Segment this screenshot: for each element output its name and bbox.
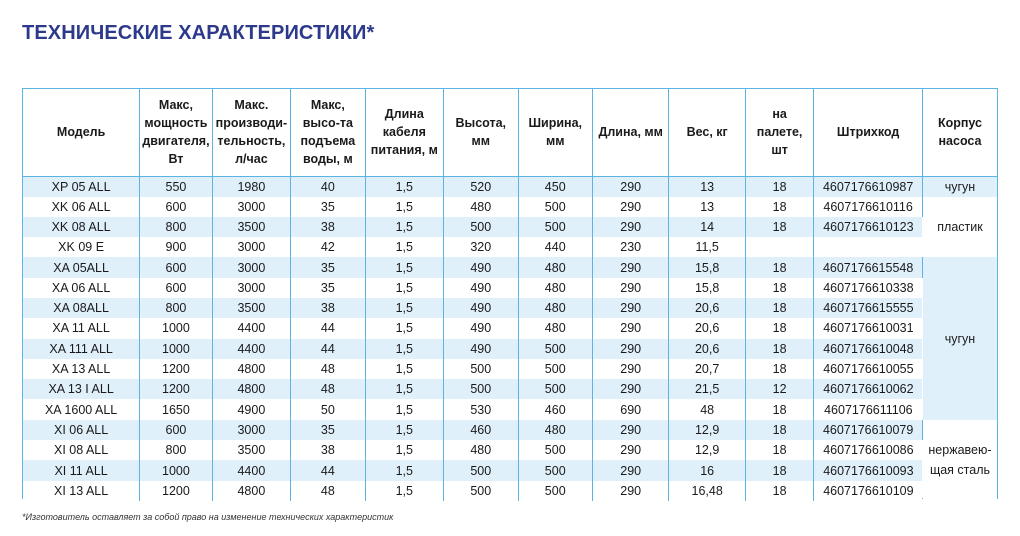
table-cell: 35 — [291, 257, 365, 277]
table-cell: 320 — [444, 237, 518, 257]
table-cell: 480 — [444, 197, 518, 217]
page-title: ТЕХНИЧЕСКИЕ ХАРАКТЕРИСТИКИ* — [22, 22, 375, 44]
table-cell: 480 — [518, 420, 592, 440]
table-cell: 3000 — [212, 257, 290, 277]
column-header: Штрихкод — [814, 89, 923, 176]
model-cell: XP 05 ALL — [23, 176, 140, 197]
table-row — [23, 278, 997, 298]
table-cell: 290 — [592, 298, 668, 318]
table-cell: 480 — [518, 298, 592, 318]
table-cell: 18 — [745, 318, 813, 338]
table-cell: 290 — [592, 440, 668, 460]
model-cell: XA 05ALL — [23, 257, 140, 277]
table-cell: 13 — [669, 176, 745, 197]
table-cell: 290 — [592, 278, 668, 298]
table-cell: 480 — [518, 278, 592, 298]
model-cell: XK 08 ALL — [23, 217, 140, 237]
table-cell: 500 — [518, 460, 592, 480]
table-cell: 500 — [518, 440, 592, 460]
model-cell: XK 06 ALL — [23, 197, 140, 217]
table-cell: 800 — [140, 440, 212, 460]
table-cell: 490 — [444, 339, 518, 359]
model-cell: XA 11 ALL — [23, 318, 140, 338]
table-cell: 20,6 — [669, 298, 745, 318]
table-row — [23, 481, 997, 501]
table-row — [23, 420, 997, 440]
specs-table — [23, 89, 997, 501]
table-cell: 4607176610031 — [814, 318, 923, 338]
table-cell: 13 — [669, 197, 745, 217]
table-cell: 3500 — [212, 440, 290, 460]
table-cell: 4800 — [212, 359, 290, 379]
table-cell: 500 — [444, 359, 518, 379]
table-body — [23, 176, 997, 501]
table-cell: 4800 — [212, 379, 290, 399]
table-cell: 290 — [592, 379, 668, 399]
table-cell: 18 — [745, 197, 813, 217]
table-cell: 480 — [444, 440, 518, 460]
table-row — [23, 460, 997, 480]
table-cell: 230 — [592, 237, 668, 257]
table-cell: 4607176610109 — [814, 481, 923, 501]
table-cell: 520 — [444, 176, 518, 197]
table-cell: 1,5 — [365, 176, 443, 197]
table-cell: 4607176611106 — [814, 399, 923, 419]
table-cell: 18 — [745, 257, 813, 277]
table-cell: 4607176610062 — [814, 379, 923, 399]
model-cell: XI 13 ALL — [23, 481, 140, 501]
table-row — [23, 257, 997, 277]
model-cell: XA 1600 ALL — [23, 399, 140, 419]
table-cell: 450 — [518, 176, 592, 197]
table-cell: 290 — [592, 481, 668, 501]
column-header: Длина кабеля питания, м — [365, 89, 443, 176]
table-cell: 4607176610987 — [814, 176, 923, 197]
table-row — [23, 197, 997, 217]
table-cell: 18 — [745, 359, 813, 379]
table-row — [23, 298, 997, 318]
table-cell: 4900 — [212, 399, 290, 419]
table-cell: 20,6 — [669, 318, 745, 338]
table-cell: 4800 — [212, 481, 290, 501]
table-cell: 3000 — [212, 237, 290, 257]
table-cell: 18 — [745, 481, 813, 501]
table-cell: 18 — [745, 460, 813, 480]
table-row — [23, 339, 997, 359]
table-cell — [814, 237, 923, 257]
table-cell: 1200 — [140, 481, 212, 501]
table-cell: 15,8 — [669, 278, 745, 298]
model-cell: XI 06 ALL — [23, 420, 140, 440]
table-cell: 18 — [745, 217, 813, 237]
table-cell: 490 — [444, 278, 518, 298]
table-cell: 1,5 — [365, 399, 443, 419]
table-cell: 690 — [592, 399, 668, 419]
table-cell: 48 — [291, 359, 365, 379]
table-cell: 1,5 — [365, 440, 443, 460]
table-cell: 4607176615555 — [814, 298, 923, 318]
table-row — [23, 359, 997, 379]
table-cell: 4607176610123 — [814, 217, 923, 237]
table-cell: 490 — [444, 257, 518, 277]
table-cell: 290 — [592, 318, 668, 338]
table-cell: 3000 — [212, 197, 290, 217]
table-cell: 550 — [140, 176, 212, 197]
table-cell: 18 — [745, 298, 813, 318]
table-cell: 900 — [140, 237, 212, 257]
table-cell: 18 — [745, 420, 813, 440]
table-cell: 50 — [291, 399, 365, 419]
table-cell: 1,5 — [365, 257, 443, 277]
table-cell: 20,7 — [669, 359, 745, 379]
table-cell: 1200 — [140, 359, 212, 379]
table-cell: 48 — [669, 399, 745, 419]
table-cell: 20,6 — [669, 339, 745, 359]
table-cell: 1200 — [140, 379, 212, 399]
table-cell: 480 — [518, 318, 592, 338]
table-cell: 1000 — [140, 339, 212, 359]
table-cell: 460 — [444, 420, 518, 440]
table-cell: 18 — [745, 176, 813, 197]
specs-table-container — [22, 88, 998, 499]
table-cell: 11,5 — [669, 237, 745, 257]
table-cell: 290 — [592, 257, 668, 277]
table-cell: 1,5 — [365, 359, 443, 379]
footnote: *Изготовитель оставляет за собой право на изменение технических характеристик — [22, 512, 394, 522]
table-cell: 500 — [518, 379, 592, 399]
column-header: Ширина, мм — [518, 89, 592, 176]
table-cell: 500 — [518, 217, 592, 237]
table-cell: 4400 — [212, 339, 290, 359]
table-cell: 600 — [140, 197, 212, 217]
table-cell: 48 — [291, 379, 365, 399]
table-cell: 18 — [745, 440, 813, 460]
table-cell: 3500 — [212, 217, 290, 237]
header-row — [23, 89, 997, 176]
table-cell: 1000 — [140, 318, 212, 338]
table-row — [23, 379, 997, 399]
table-cell: 500 — [518, 359, 592, 379]
column-header: на палете, шт — [745, 89, 813, 176]
table-cell: 1,5 — [365, 197, 443, 217]
table-cell: 290 — [592, 359, 668, 379]
table-cell: 600 — [140, 278, 212, 298]
table-cell: 290 — [592, 420, 668, 440]
table-cell: 440 — [518, 237, 592, 257]
table-cell: 14 — [669, 217, 745, 237]
table-row — [23, 399, 997, 419]
table-cell: 1,5 — [365, 339, 443, 359]
table-cell: 4400 — [212, 460, 290, 480]
table-cell: 290 — [592, 176, 668, 197]
model-cell: XA 06 ALL — [23, 278, 140, 298]
table-cell: 500 — [444, 379, 518, 399]
table-cell: 12 — [745, 379, 813, 399]
table-cell: 530 — [444, 399, 518, 419]
table-cell: 480 — [518, 257, 592, 277]
table-cell — [745, 237, 813, 257]
column-header: Макс, высо-та подъема воды, м — [291, 89, 365, 176]
table-cell: 18 — [745, 339, 813, 359]
table-cell: 800 — [140, 298, 212, 318]
table-cell: 35 — [291, 278, 365, 298]
table-cell: 460 — [518, 399, 592, 419]
table-cell: 12,9 — [669, 440, 745, 460]
table-cell: 4607176610079 — [814, 420, 923, 440]
column-header: Высота, мм — [444, 89, 518, 176]
table-cell: 16 — [669, 460, 745, 480]
table-cell: 1650 — [140, 399, 212, 419]
table-cell: 44 — [291, 460, 365, 480]
model-cell: XA 111 ALL — [23, 339, 140, 359]
table-cell: 35 — [291, 420, 365, 440]
table-cell: 1,5 — [365, 278, 443, 298]
table-cell: 1,5 — [365, 460, 443, 480]
table-cell: 4607176610048 — [814, 339, 923, 359]
table-cell: 1,5 — [365, 379, 443, 399]
table-cell: 4607176615548 — [814, 257, 923, 277]
table-cell: 4607176610338 — [814, 278, 923, 298]
table-cell: 44 — [291, 318, 365, 338]
table-cell: 1000 — [140, 460, 212, 480]
table-row — [23, 237, 997, 257]
table-cell: 38 — [291, 440, 365, 460]
table-cell: 42 — [291, 237, 365, 257]
table-cell: 490 — [444, 318, 518, 338]
table-cell: 500 — [444, 217, 518, 237]
table-cell: 290 — [592, 197, 668, 217]
table-cell: 18 — [745, 278, 813, 298]
model-cell: XI 11 ALL — [23, 460, 140, 480]
table-cell: 1,5 — [365, 318, 443, 338]
table-cell: 48 — [291, 481, 365, 501]
table-cell: 35 — [291, 197, 365, 217]
table-cell: 4607176610055 — [814, 359, 923, 379]
table-cell: 1,5 — [365, 237, 443, 257]
table-cell: 1,5 — [365, 298, 443, 318]
table-cell: 4607176610086 — [814, 440, 923, 460]
table-cell: 1,5 — [365, 217, 443, 237]
table-cell: 500 — [444, 481, 518, 501]
case-material-cell: нержавею-щая сталь — [922, 420, 997, 501]
table-row — [23, 217, 997, 237]
table-cell: 3000 — [212, 420, 290, 440]
table-cell: 3500 — [212, 298, 290, 318]
table-cell: 38 — [291, 217, 365, 237]
table-cell: 290 — [592, 339, 668, 359]
case-material-cell: чугун — [922, 257, 997, 419]
case-material-cell: чугун — [922, 176, 997, 197]
table-cell: 1,5 — [365, 420, 443, 440]
table-cell: 500 — [518, 339, 592, 359]
table-cell: 40 — [291, 176, 365, 197]
column-header: Модель — [23, 89, 140, 176]
table-cell: 290 — [592, 217, 668, 237]
column-header: Макс, мощность двигателя, Вт — [140, 89, 212, 176]
table-cell: 500 — [518, 197, 592, 217]
table-cell: 18 — [745, 399, 813, 419]
model-cell: XA 13 ALL — [23, 359, 140, 379]
table-cell: 15,8 — [669, 257, 745, 277]
table-cell: 1980 — [212, 176, 290, 197]
model-cell: XI 08 ALL — [23, 440, 140, 460]
table-cell: 600 — [140, 420, 212, 440]
table-cell: 44 — [291, 339, 365, 359]
table-row — [23, 318, 997, 338]
table-cell: 500 — [518, 481, 592, 501]
table-cell: 500 — [444, 460, 518, 480]
table-cell: 16,48 — [669, 481, 745, 501]
table-cell: 800 — [140, 217, 212, 237]
table-cell: 4400 — [212, 318, 290, 338]
table-cell: 490 — [444, 298, 518, 318]
table-row — [23, 176, 997, 197]
table-cell: 600 — [140, 257, 212, 277]
model-cell: XK 09 E — [23, 237, 140, 257]
column-header: Макс. производи-тельность, л/час — [212, 89, 290, 176]
table-cell: 1,5 — [365, 481, 443, 501]
table-row — [23, 440, 997, 460]
table-cell: 4607176610116 — [814, 197, 923, 217]
table-cell: 290 — [592, 460, 668, 480]
column-header: Корпус насоса — [922, 89, 997, 176]
table-cell: 3000 — [212, 278, 290, 298]
column-header: Вес, кг — [669, 89, 745, 176]
case-material-cell: пластик — [922, 197, 997, 258]
table-cell: 4607176610093 — [814, 460, 923, 480]
model-cell: XA 08ALL — [23, 298, 140, 318]
column-header: Длина, мм — [592, 89, 668, 176]
table-cell: 21,5 — [669, 379, 745, 399]
table-cell: 12,9 — [669, 420, 745, 440]
model-cell: XA 13 I ALL — [23, 379, 140, 399]
table-cell: 38 — [291, 298, 365, 318]
